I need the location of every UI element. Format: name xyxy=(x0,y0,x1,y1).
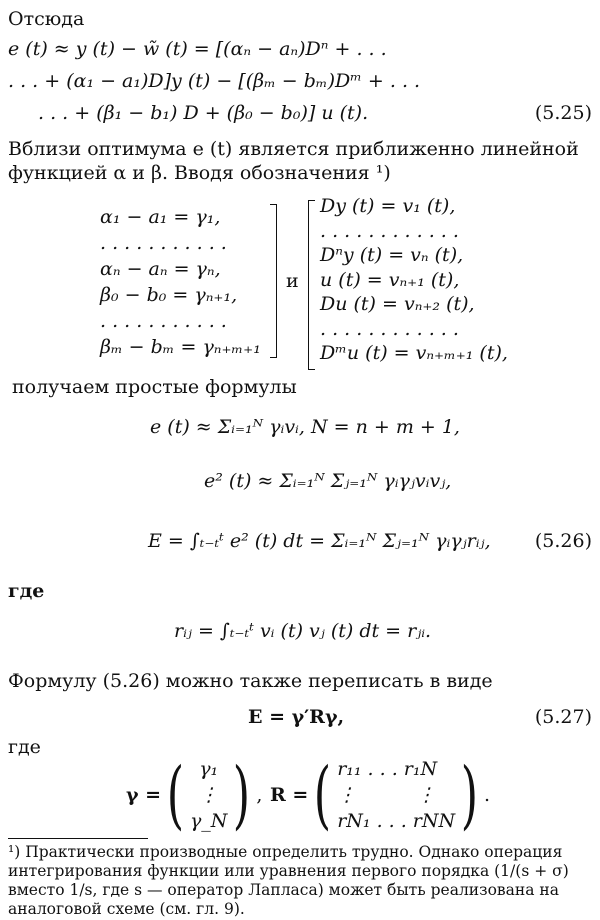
system-left-row: α₁ − a₁ = γ₁, xyxy=(100,206,221,228)
system-left xyxy=(100,204,261,360)
gamma-entry: γ₁ xyxy=(199,758,219,780)
system-left-row: . . . . . . . . . . . xyxy=(100,232,227,254)
R-matrix-entries xyxy=(337,756,455,834)
gamma-entry: ⋮ xyxy=(199,784,219,806)
formula-e-squared: e² (t) ≈ Σᵢ₌₁ᴺ Σⱼ₌₁ᴺ γᵢγⱼvᵢvⱼ, xyxy=(204,470,452,492)
system-right xyxy=(320,194,508,366)
R-row: ⋮ ⋮ xyxy=(337,784,436,806)
eq-5-25-line2: . . . + (α₁ − a₁)D]y (t) − [(βₘ − bₘ)Dᵐ + . . . xyxy=(8,70,421,92)
system-left-row: β₀ − b₀ = γₙ₊₁, xyxy=(100,284,238,306)
gamma-vector: γ = ( γ₁ ⋮ γ_N ) , xyxy=(126,752,263,838)
formula-5-27: E = γ′Rγ, xyxy=(248,706,345,728)
footnote: ¹) Практически производные определить трудно. Однако операция интегрирования функции или уравнения первого порядка (1/(s + σ) вместо 1/s, где s — оператор Лапласа) может быть реализована на аналоговой схеме (см. гл. 9). xyxy=(8,843,569,918)
footnote-rule xyxy=(8,838,148,839)
system-right-row: Dⁿy (t) = vₙ (t), xyxy=(320,244,464,266)
paragraph-3: Формулу (5.26) можно также переписать в виде xyxy=(8,670,493,692)
paragraph-1-line1: Вблизи оптимума e (t) является приближенно линейной xyxy=(8,138,579,160)
paragraph-2: получаем простые формулы xyxy=(12,376,297,398)
eq-5-25-number: (5.25) xyxy=(534,102,592,124)
R-matrix-label: R = xyxy=(270,784,309,806)
formula-E-integral: E = ∫ₜ₋ₜᵗ e² (t) dt = Σᵢ₌₁ᴺ Σⱼ₌₁ᴺ γᵢγⱼrᵢⱼ, xyxy=(148,530,491,552)
where-label-1: где xyxy=(8,580,45,602)
and-word: и xyxy=(286,270,299,292)
system-right-row: . . . . . . . . . . . . xyxy=(320,219,459,242)
system-right-row: . . . . . . . . . . . . xyxy=(320,317,459,340)
where-label-2: где xyxy=(8,736,41,758)
system-left-row: αₙ − aₙ = γₙ, xyxy=(100,258,221,280)
left-brace xyxy=(270,204,277,358)
R-matrix: R = ( r₁₁ . . . r₁N ⋮ ⋮ rN₁ . . . rNN ) . xyxy=(270,752,491,838)
gamma-vector-label: γ = xyxy=(126,784,162,806)
right-paren: ) xyxy=(460,752,479,838)
left-paren: ( xyxy=(314,752,332,838)
eq-5-25-line1: e (t) ≈ y (t) − w̃ (t) = [(αₙ − aₙ)Dⁿ + . . . xyxy=(8,38,387,60)
formula-e-sum: e (t) ≈ Σᵢ₌₁ᴺ γᵢvᵢ, N = n + m + 1, xyxy=(150,416,460,438)
formula-r: rᵢⱼ = ∫ₜ₋ₜᵗ vᵢ (t) vⱼ (t) dt = rⱼᵢ. xyxy=(174,620,432,642)
gamma-vector-entries xyxy=(190,756,227,834)
system-right-row: Dᵐu (t) = vₙ₊ₘ₊₁ (t), xyxy=(320,342,508,364)
paragraph-1-line2: функцией α и β. Вводя обозначения ¹) xyxy=(8,162,391,184)
left-paren: ( xyxy=(166,752,185,838)
system-right-row: Dy (t) = v₁ (t), xyxy=(320,195,456,217)
intro-text: Отсюда xyxy=(8,8,85,30)
right-brace xyxy=(308,200,315,370)
eq-5-26-number: (5.26) xyxy=(534,530,592,552)
right-paren: ) xyxy=(233,752,251,838)
gamma-entry: γ_N xyxy=(189,810,228,832)
system-left-row: βₘ − bₘ = γₙ₊ₘ₊₁ xyxy=(100,336,261,358)
system-left-row: . . . . . . . . . . . xyxy=(100,310,227,332)
R-row: r₁₁ . . . r₁N xyxy=(337,758,438,780)
eq-5-25-line3: . . . + (β₁ − b₁) D + (β₀ − b₀)] u (t). xyxy=(38,102,369,124)
system-right-row: Du (t) = vₙ₊₂ (t), xyxy=(320,293,475,315)
eq-5-27-number: (5.27) xyxy=(534,706,592,728)
R-row: rN₁ . . . rNN xyxy=(337,810,456,832)
system-right-row: u (t) = vₙ₊₁ (t), xyxy=(320,268,460,291)
